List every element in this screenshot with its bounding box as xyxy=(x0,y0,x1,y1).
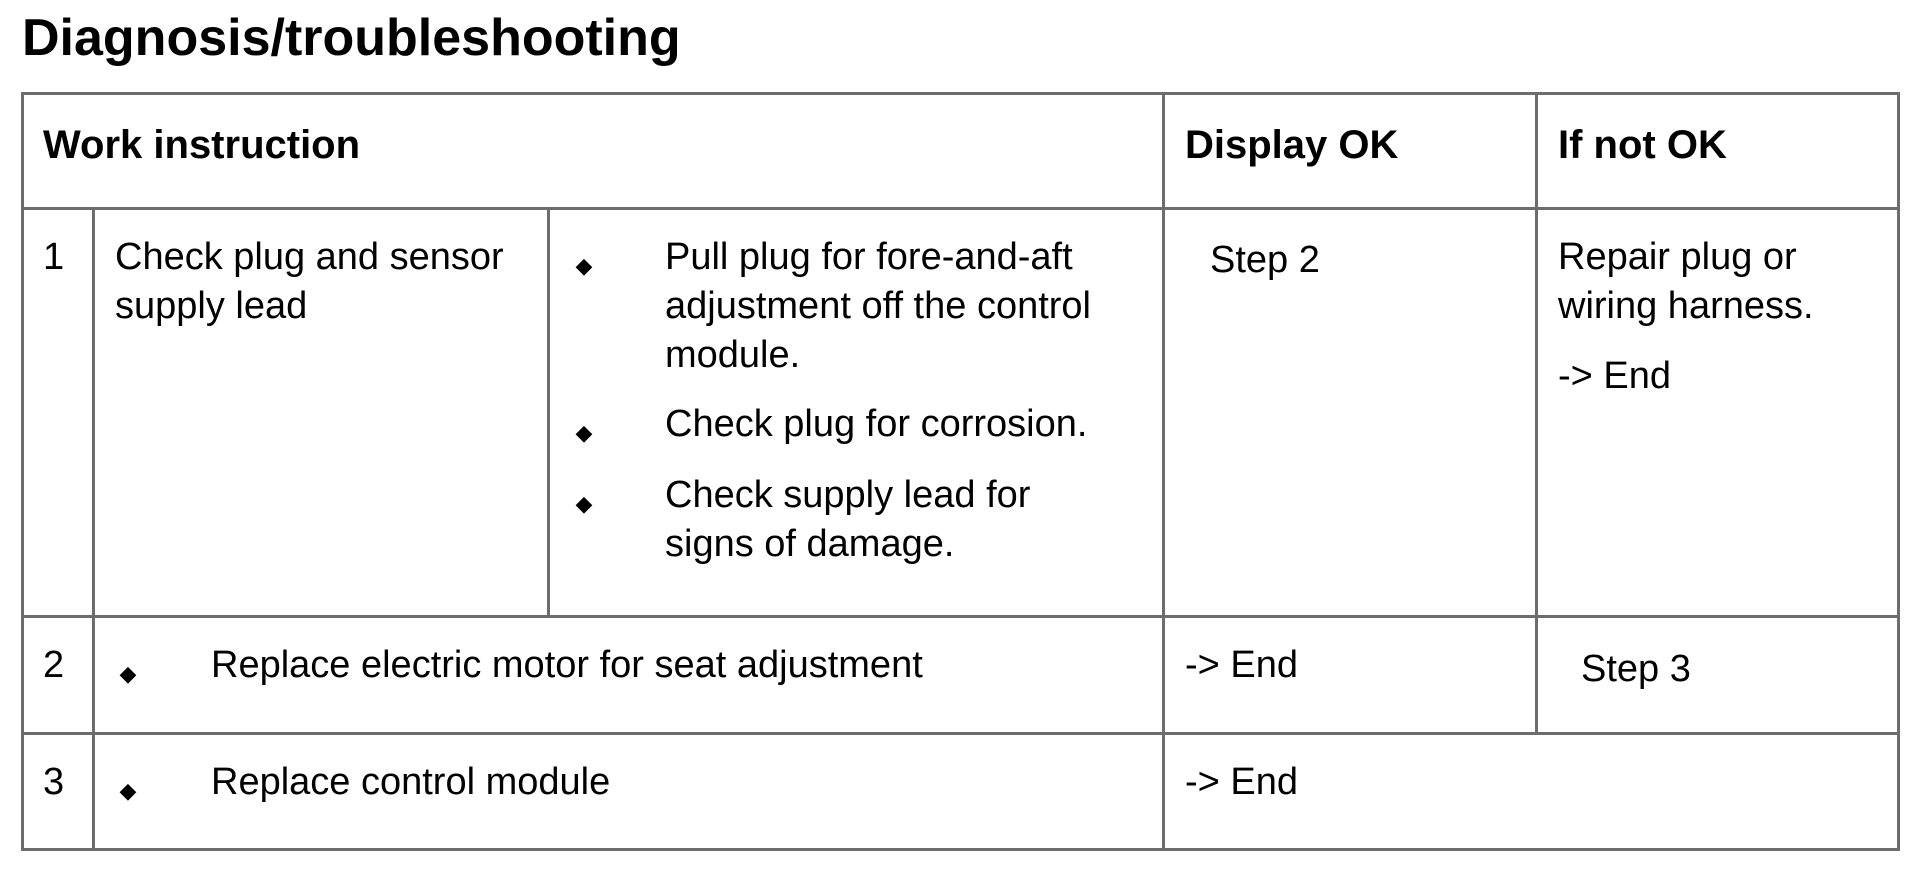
row-1-step-1-line-2: adjustment off the control xyxy=(665,285,1091,327)
diamond-bullet-icon: ◆ xyxy=(575,253,593,278)
header-if-not-ok: If not OK xyxy=(1558,123,1727,167)
row-1-step-3-line-1: Check supply lead for xyxy=(665,474,1031,516)
diamond-bullet-icon: ◆ xyxy=(119,661,137,686)
diamond-bullet-icon: ◆ xyxy=(575,420,593,445)
row-1-step-3-line-2: signs of damage. xyxy=(665,523,955,565)
diamond-bullet-icon: ◆ xyxy=(575,491,593,516)
page-title: Diagnosis/troubleshooting xyxy=(22,9,681,67)
row-2-display-ok: -> End xyxy=(1185,644,1299,686)
not-ok-column-divider xyxy=(1535,92,1538,735)
row-1-number: 1 xyxy=(43,236,65,278)
row-2-not-ok: Step 3 xyxy=(1581,648,1691,690)
diamond-bullet-icon: ◆ xyxy=(119,778,137,803)
row-1-task-line-2: supply lead xyxy=(115,285,308,327)
display-ok-column-divider xyxy=(1162,92,1165,851)
row-3-instruction: Replace control module xyxy=(211,761,611,803)
row-1-step-1-line-3: module. xyxy=(665,334,801,376)
header-display-ok: Display OK xyxy=(1185,123,1399,167)
header-work-instruction: Work instruction xyxy=(43,123,361,167)
table-border-left xyxy=(21,92,24,851)
row-1-not-ok-line-2: wiring harness. xyxy=(1558,285,1814,327)
row-1-step-2-line-1: Check plug for corrosion. xyxy=(665,403,1088,445)
table-border-top xyxy=(21,92,1900,95)
row-3-display-ok: -> End xyxy=(1185,761,1299,803)
header-divider xyxy=(21,207,1900,210)
row1-divider xyxy=(21,615,1900,618)
troubleshooting-table xyxy=(21,92,1900,849)
row-1-task-line-1: Check plug and sensor xyxy=(115,236,504,278)
number-column-divider xyxy=(92,207,95,851)
row-1-not-ok-line-1: Repair plug or xyxy=(1558,236,1797,278)
row-2-number: 2 xyxy=(43,644,65,686)
task-steps-divider xyxy=(547,207,550,618)
table-border-right xyxy=(1897,92,1900,851)
table-border-bottom xyxy=(21,848,1900,851)
row-2-instruction: Replace electric motor for seat adjustment xyxy=(211,644,923,686)
row-1-display-ok: Step 2 xyxy=(1210,239,1320,281)
row-3-number: 3 xyxy=(43,761,65,803)
row2-divider xyxy=(21,732,1900,735)
row-1-step-1-line-1: Pull plug for fore-and-aft xyxy=(665,236,1073,278)
row-1-not-ok-line-3: -> End xyxy=(1558,355,1672,397)
